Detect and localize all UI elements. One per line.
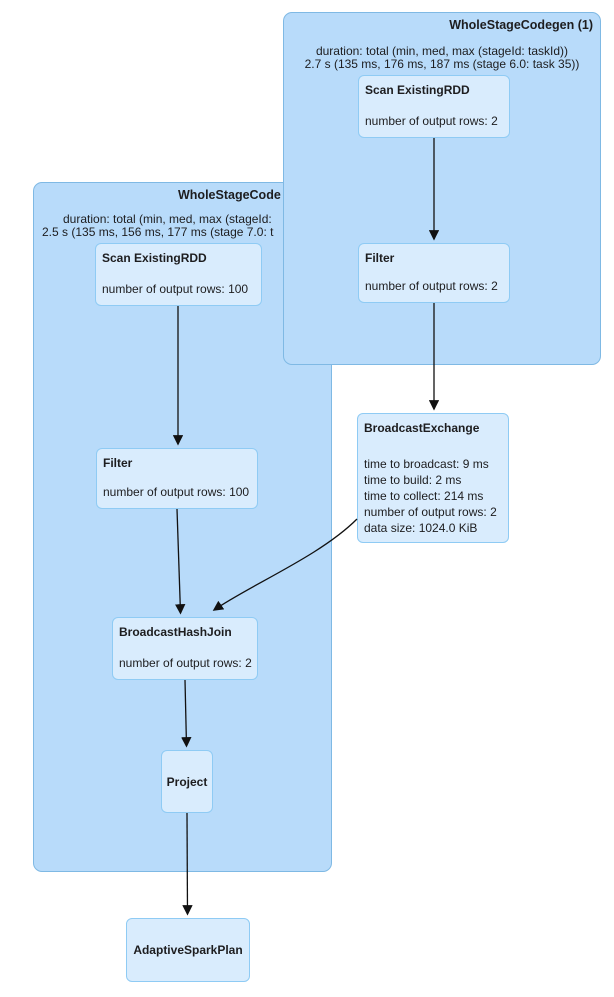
node-metric-output-rows: number of output rows: 100 (103, 485, 250, 499)
node-metric-output-rows: number of output rows: 2 (365, 279, 498, 293)
node-metric-output-rows: number of output rows: 2 (365, 114, 498, 128)
node-metric-output-rows: number of output rows: 2 (119, 656, 252, 670)
node-title: AdaptiveSparkPlan (133, 943, 243, 957)
node-title: Filter (365, 251, 395, 265)
node-title: BroadcastHashJoin (119, 625, 232, 639)
node-title: Project (166, 774, 208, 789)
cluster-duration-line2: 2.7 s (135 ms, 176 ms, 187 ms (stage 6.0: task 35)) (304, 57, 580, 71)
node-scan-existingrdd-1[interactable] (358, 75, 510, 138)
cluster-title: WholeStageCode (178, 188, 281, 202)
node-filter-1[interactable] (358, 243, 510, 303)
node-scan-existingrdd-2[interactable] (95, 243, 262, 306)
node-project[interactable] (161, 750, 213, 813)
cluster-duration-line1: duration: total (min, med, max (stageId: (63, 212, 272, 226)
cluster-duration-line1: duration: total (min, med, max (stageId: taskId)) (315, 44, 569, 58)
node-metric-time-to-build: time to build: 2 ms (364, 473, 462, 487)
node-metric-output-rows: number of output rows: 100 (102, 282, 249, 296)
node-title: Filter (103, 456, 133, 470)
node-metrics (364, 456, 502, 536)
cluster-wholestagecodegen-1 (283, 12, 601, 365)
node-broadcast-exchange[interactable] (357, 413, 509, 543)
cluster-duration (284, 45, 600, 71)
node-metric-time-to-broadcast: time to broadcast: 9 ms (364, 457, 489, 471)
node-metric-data-size: data size: 1024.0 KiB (364, 521, 478, 535)
node-broadcast-hash-join[interactable] (112, 617, 258, 680)
node-metric-output-rows: number of output rows: 2 (364, 505, 497, 519)
node-title: BroadcastExchange (364, 421, 480, 435)
node-title: Scan ExistingRDD (102, 251, 207, 265)
node-filter-2[interactable] (96, 448, 258, 509)
node-adaptive-spark-plan[interactable] (126, 918, 250, 982)
node-metric-time-to-collect: time to collect: 214 ms (364, 489, 484, 503)
node-title: Scan ExistingRDD (365, 83, 470, 97)
cluster-title: WholeStageCodegen (1) (449, 18, 593, 32)
cluster-duration-line2: 2.5 s (135 ms, 156 ms, 177 ms (stage 7.0: t (42, 225, 274, 239)
